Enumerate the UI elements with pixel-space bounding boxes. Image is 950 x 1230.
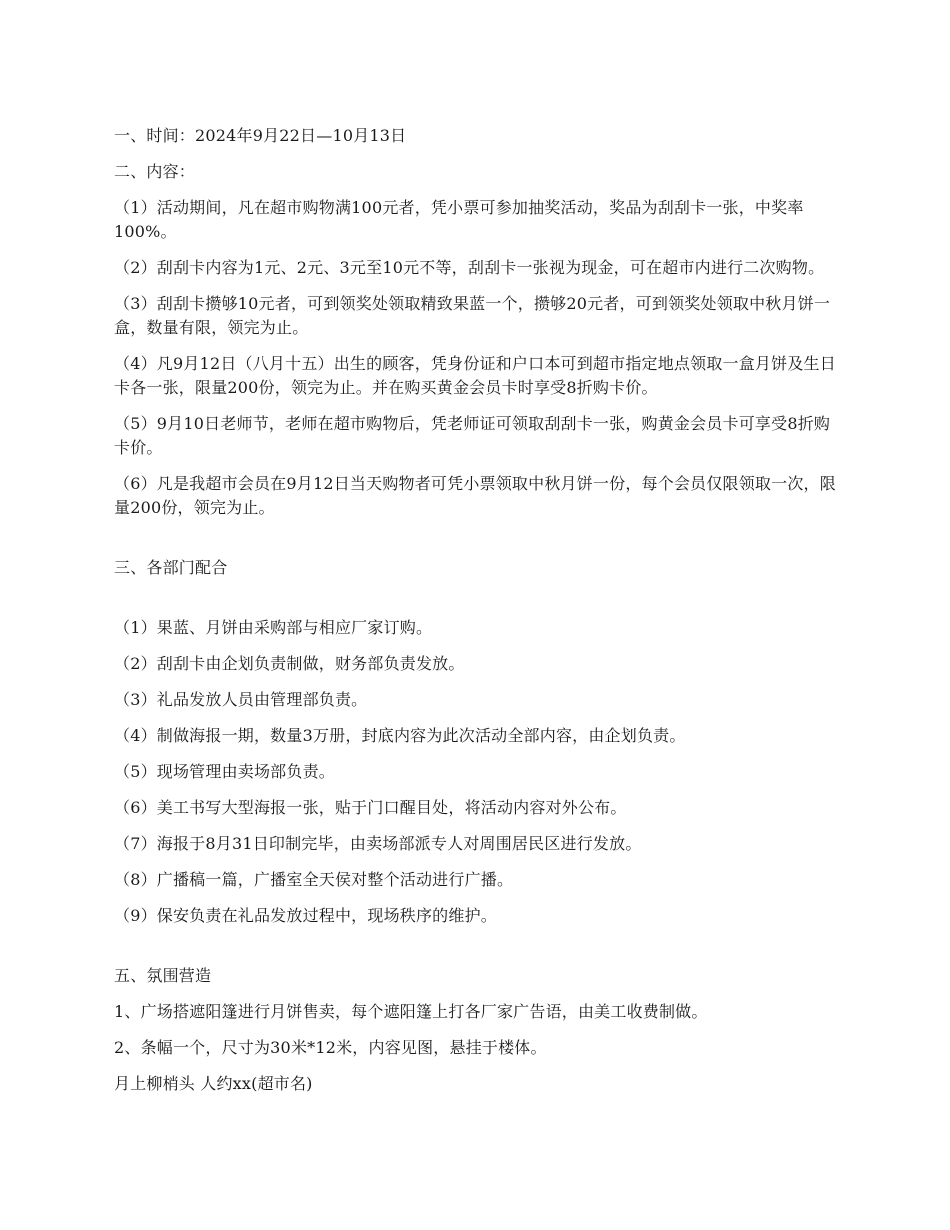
closing-line: 月上柳梢头 人约xx(超市名) <box>114 1074 313 1093</box>
department-item-1: （1）果蓝、月饼由采购部与相应厂家订购。 <box>114 618 433 637</box>
section-time: 一、时间：2024年9月22日—10月13日 <box>114 126 407 145</box>
department-item-5: （5）现场管理由卖场部负责。 <box>114 762 335 781</box>
department-item-7: （7）海报于8月31日印制完毕，由卖场部派专人对周围居民区进行发放。 <box>114 834 642 853</box>
department-item-9: （9）保安负责在礼品发放过程中，现场秩序的维护。 <box>114 906 497 925</box>
document-body <box>114 124 844 1096</box>
atmosphere-item-2: 2、条幅一个，尺寸为30米*12米，内容见图，悬挂于楼体。 <box>114 1038 547 1057</box>
section-content-title: 二、内容： <box>114 162 196 181</box>
department-item-2: （2）刮刮卡由企划负责制做，财务部负责发放。 <box>114 654 465 673</box>
department-item-3: （3）礼品发放人员由管理部负责。 <box>114 690 368 709</box>
content-item-3: （3）刮刮卡攒够10元者，可到领奖处领取精致果蓝一个，攒够20元者，可到领奖处领取中秋月饼一盒，数量有限，领完为止。 <box>114 294 831 337</box>
content-item-2: （2）刮刮卡内容为1元、2元、3元至10元不等，刮刮卡一张视为现金，可在超市内进行二次购物。 <box>114 258 825 277</box>
section-atmosphere-title: 五、氛围营造 <box>114 966 212 985</box>
department-item-6: （6）美工书写大型海报一张，贴于门口醒目处，将活动内容对外公布。 <box>114 798 627 817</box>
content-item-1: （1）活动期间，凡在超市购物满100元者，凭小票可参加抽奖活动，奖品为刮刮卡一张，中奖率100%。 <box>114 198 804 241</box>
department-item-8: （8）广播稿一篇，广播室全天侯对整个活动进行广播。 <box>114 870 514 889</box>
section-departments-title: 三、各部门配合 <box>114 558 228 577</box>
atmosphere-item-1: 1、广场搭遮阳篷进行月饼售卖，每个遮阳篷上打各厂家广告语，由美工收费制做。 <box>114 1002 708 1021</box>
department-item-4: （4）制做海报一期，数量3万册，封底内容为此次活动全部内容，由企划负责。 <box>114 726 686 745</box>
content-item-5: （5）9月10日老师节，老师在超市购物后，凭老师证可领取刮刮卡一张，购黄金会员卡可享受8折购卡价。 <box>114 414 831 457</box>
content-item-4: （4）凡9月12日（八月十五）出生的顾客，凭身份证和户口本可到超市指定地点领取一盒月饼及生日卡各一张，限量200份，领完为止。并在购买黄金会员卡时享受8折购卡价。 <box>114 354 836 397</box>
content-item-6: （6）凡是我超市会员在9月12日当天购物者可凭小票领取中秋月饼一份，每个会员仅限领取一次，限量200份，领完为止。 <box>114 474 836 517</box>
